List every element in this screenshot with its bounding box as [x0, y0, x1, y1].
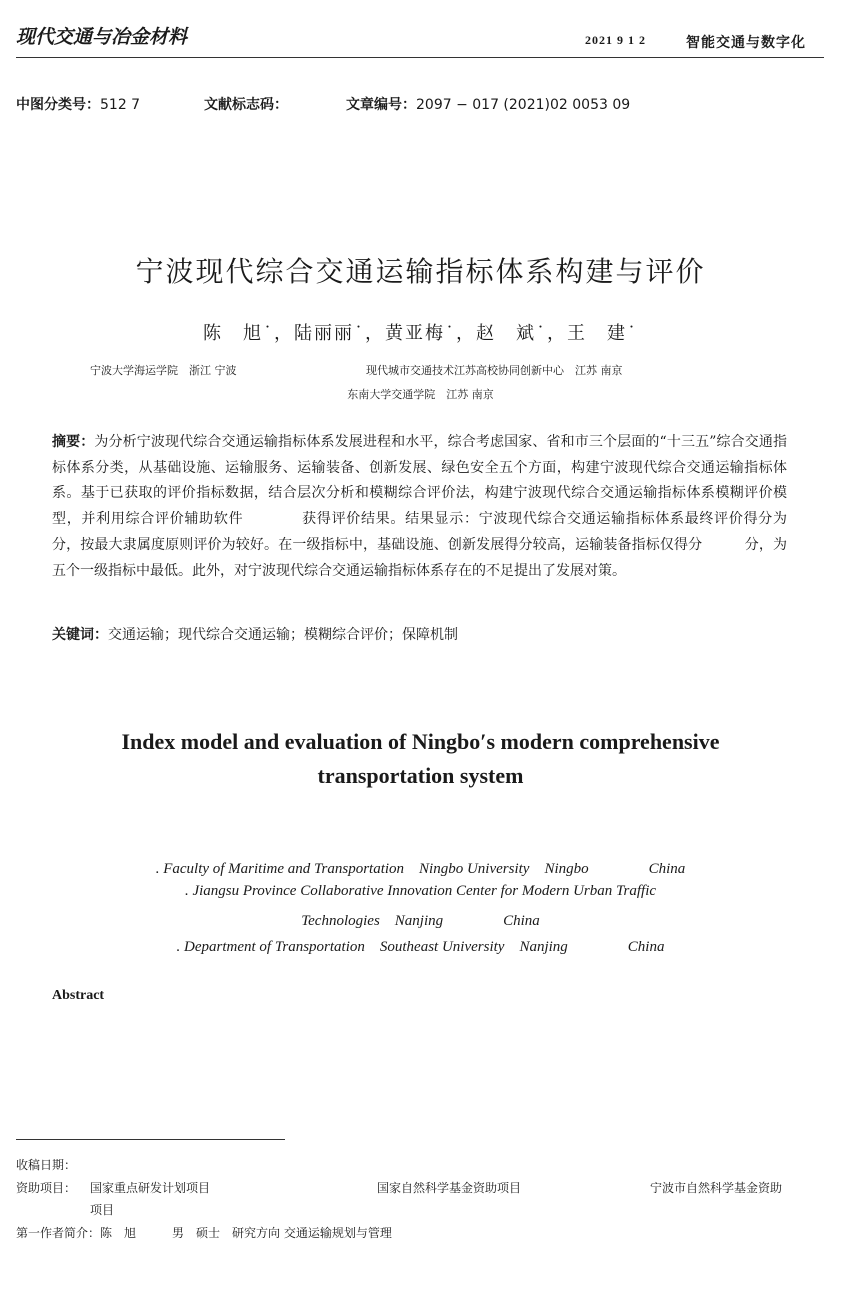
abstract-text: 为分析宁波现代综合交通运输指标体系发展进程和水平，综合考虑国家、省和市三个层面的“十三五”综合交通指标体系分类，从基础设施、运输服务、运输装备、创新发展、绿色安全五个方面，构建宁波现代综合交通运输指标体系。基于已获取的评价指标数据，结合层次分析和模糊综合评价法，构建宁波现代综合交通运输指标体系模糊评价模型，并利用综合评价辅助软件 获得评价结果。结果显示：宁波现代综合交通运输指标体系最终评价得分为 分，按最大隶属度原则评价为较好。在一级指标中，基础设施、创新发展得分较高，运输装备指标仅得分 分，为五个一级指标中最低。此外，对宁波现代综合交通运输指标体系存在的不足提出了发展对策。 [52, 434, 829, 579]
affiliation-en-2: . Jiangsu Province Collaborative Innovation Center for Modern Urban Traffic [184, 883, 657, 899]
first-author-text: 陈 旭 男 硕士 研究方向 交通运输规划与管理 [100, 1226, 392, 1240]
clc-label: 中图分类号：512 7 [16, 97, 141, 113]
journal-logo: 现代交通与冶金材料 [16, 26, 188, 48]
funding-3-cont: 项目 [90, 1203, 115, 1217]
affiliation-2: 现代城市交通技术江苏高校协同创新中心 江苏 南京 [366, 364, 623, 377]
header-divider [16, 57, 824, 58]
article-id: 文章编号：2097 − 017 (2021)02 0053 09 [346, 97, 631, 113]
authors-cn: 陈 旭˙，陆丽丽˙，黄亚梅˙，赵 斌˙，王 建˙ [203, 323, 638, 344]
footnote-divider [16, 1139, 285, 1140]
title-cn: 宁波现代综合交通运输指标体系构建与评价 [135, 255, 706, 288]
affiliation-1: 宁波大学海运学院 浙江 宁波 [90, 364, 237, 377]
funding-1: 国家重点研发计划项目 [90, 1181, 211, 1195]
abstract-en-label: Abstract [52, 988, 105, 1003]
clc-value: 512 7 [100, 97, 141, 113]
abstract-cn [52, 430, 829, 584]
keywords-label: 关键词： [52, 627, 108, 643]
issue-info: 2021 9 1 2 [585, 33, 646, 47]
affiliation-3: 东南大学交通学院 江苏 南京 [347, 388, 494, 401]
funding-label: 资助项目： [16, 1181, 77, 1195]
title-en-line-2: transportation system [317, 763, 524, 788]
first-author-label: 第一作者简介： [16, 1226, 101, 1240]
funding-3: 宁波市自然科学基金资助 [650, 1181, 783, 1195]
keywords-cn [52, 624, 458, 644]
title-en-line-1: Index model and evaluation of Ningbo′s modern comprehensive [121, 729, 720, 754]
title-en [0, 725, 841, 793]
doc-code: 文献标志码： [204, 97, 288, 113]
first-author [16, 1224, 392, 1241]
funding-2: 国家自然科学基金资助项目 [377, 1181, 522, 1195]
received-date: 收稿日期： [16, 1158, 77, 1172]
affiliation-en-2-cont: Technologies Nanjing China [301, 913, 540, 929]
affiliation-en-1: . Faculty of Maritime and Transportation Ningbo University Ningbo China [155, 861, 686, 877]
keywords-text: 交通运输；现代综合交通运输；模糊综合评价；保障机制 [108, 627, 458, 643]
affiliation-en-3: . Department of Transportation Southeast University Nanjing China [176, 939, 665, 955]
article-id-value: 2097 − 017 (2021)02 0053 09 [416, 97, 631, 113]
column-name: 智能交通与数字化 [686, 35, 806, 51]
abstract-label: 摘要： [52, 434, 95, 450]
